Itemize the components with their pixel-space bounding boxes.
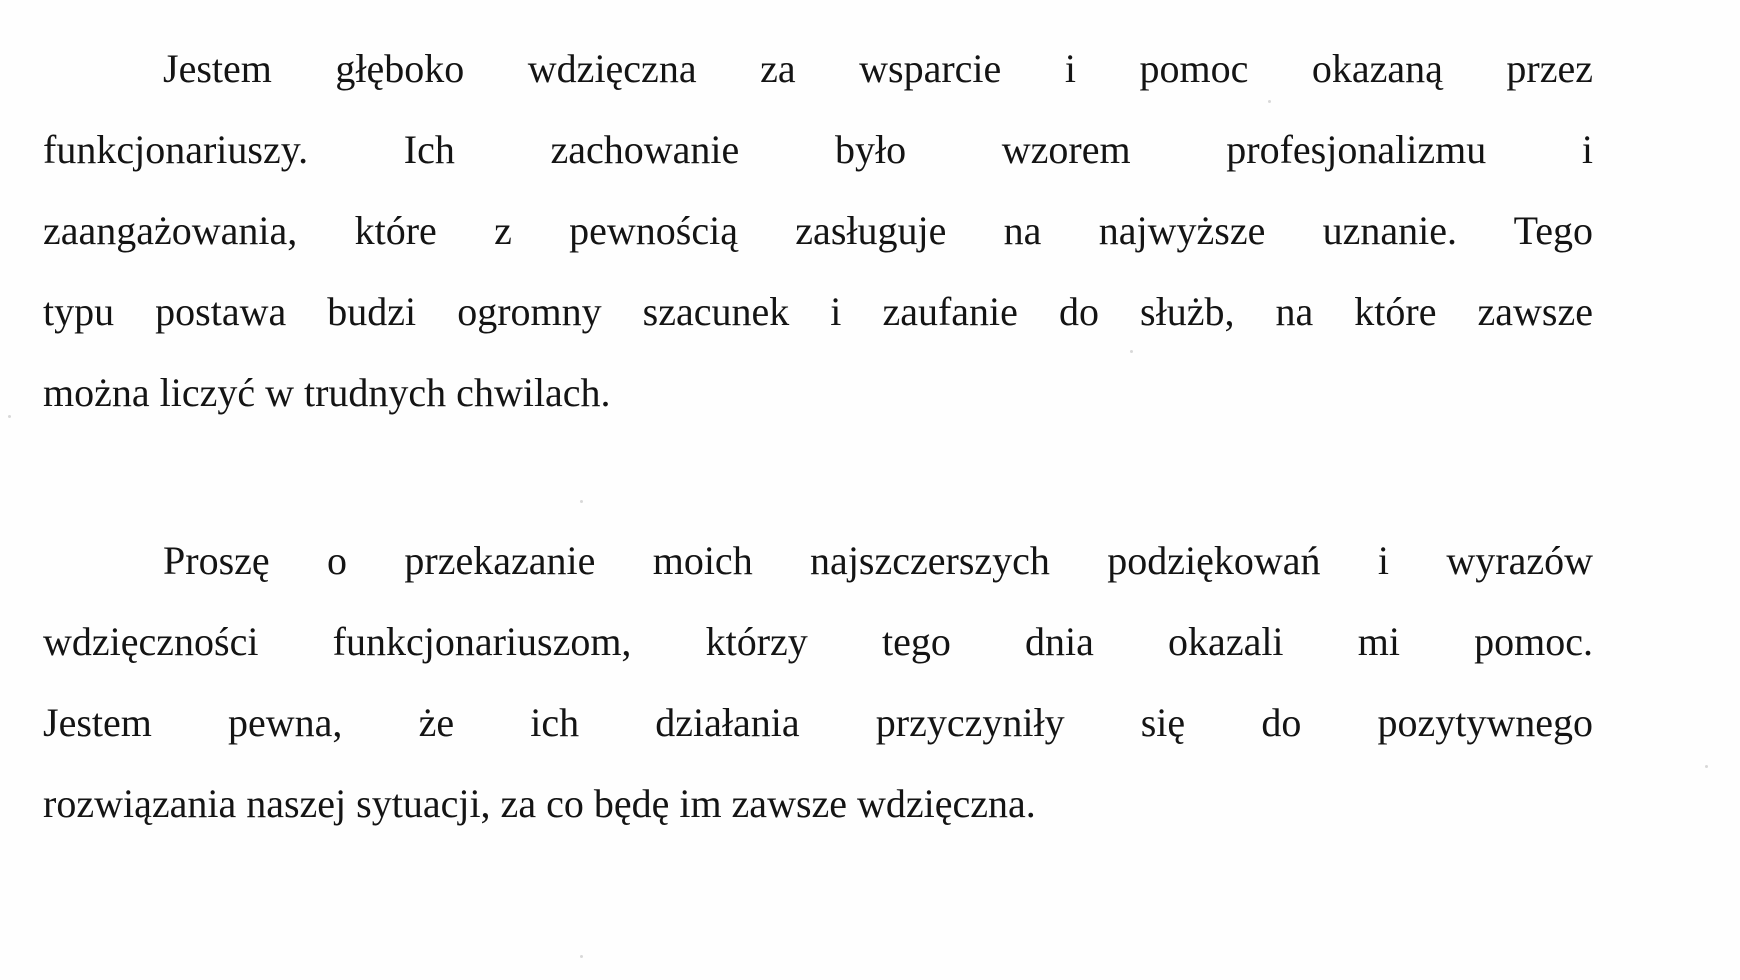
scan-speck	[1268, 100, 1271, 103]
paragraph-line: zaangażowania, które z pewnością zasługuje na najwyższe uznanie. Tego	[43, 208, 1593, 253]
scan-speck	[580, 500, 583, 503]
paragraph-1	[43, 28, 1593, 433]
paragraph-line: typu postawa budzi ogromny szacunek i zaufanie do służb, na które zawsze	[43, 289, 1593, 334]
paragraph-line: Proszę o przekazanie moich najszczerszych podziękowań i wyrazów	[163, 538, 1593, 583]
paragraph-line: wdzięczności funkcjonariuszom, którzy tego dnia okazali mi pomoc.	[43, 619, 1593, 664]
scan-speck	[8, 415, 11, 418]
paragraph-line: rozwiązania naszej sytuacji, za co będę im zawsze wdzięczna.	[43, 781, 1036, 826]
paragraph-line: funkcjonariuszy. Ich zachowanie było wzorem profesjonalizmu i	[43, 127, 1593, 172]
paragraph-line: można liczyć w trudnych chwilach.	[43, 370, 611, 415]
scan-speck	[580, 955, 583, 958]
paragraph-line: Jestem pewna, że ich działania przyczyniły się do pozytywnego	[43, 700, 1593, 745]
paragraph-2	[43, 520, 1593, 844]
paragraph-line: Jestem głęboko wdzięczna za wsparcie i pomoc okazaną przez	[163, 46, 1593, 91]
scan-speck	[1705, 765, 1708, 768]
scan-speck	[1130, 350, 1133, 353]
